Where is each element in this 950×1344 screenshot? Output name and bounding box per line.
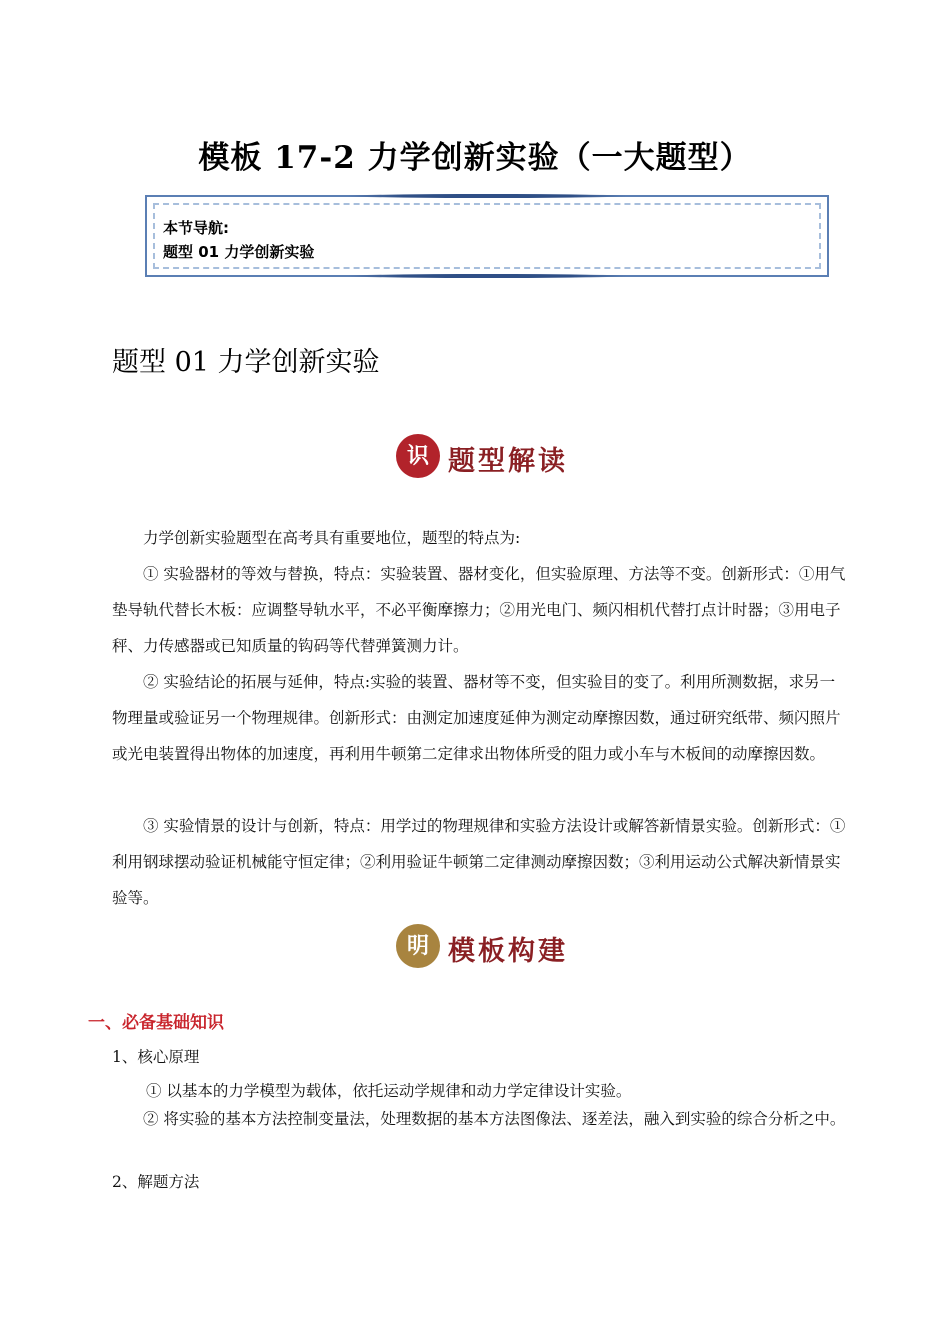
navigation-item: 题型 01 力学创新实验 [163, 243, 315, 261]
navigation-inner-frame [153, 203, 821, 269]
badge-seal-icon: 明 [396, 924, 440, 968]
paragraph-point-2: ② 实验结论的拓展与延伸，特点:实验的装置、器材等不变，但实验目的变了。利用所测数据，求另一物理量或验证另一个物理规律。创新形式：由测定加速度延伸为测定动摩擦因数，通过研究纸带、频闪照片或光电装置得出物体的加速度，再利用牛顿第二定律求出物体所受的阻力或小车与木板间的动摩擦因数。 [112, 673, 841, 763]
paragraph-point-3: ③ 实验情景的设计与创新，特点：用学过的物理规律和实验方法设计或解答新情景实验。创新形式：①利用钢球摆动验证机械能守恒定律；②利用验证牛顿第二定律测动摩擦因数；③利用运动公式解决新情景实验等。 [112, 817, 846, 907]
decorative-line [347, 274, 627, 278]
list-heading-core-principle: 1、核心原理 [112, 1048, 200, 1066]
intro-paragraph: 力学创新实验题型在高考具有重要地位，题型的特点为: [143, 529, 521, 547]
template-construction-badge [394, 922, 584, 972]
list-item: ① 以基本的力学模型为载体，依托运动学规律和动力学定律设计实验。 [146, 1082, 632, 1100]
subsection-heading: 一、必备基础知识 [88, 1013, 224, 1033]
section-heading: 题型 01 力学创新实验 [112, 347, 380, 378]
list-heading-solution-method: 2、解题方法 [112, 1173, 200, 1191]
document-title: 模板 17-2 力学创新实验（一大题型） [198, 140, 752, 176]
decorative-line [347, 194, 627, 198]
navigation-heading: 本节导航: [163, 219, 229, 237]
badge-label: 题型解读 [448, 446, 568, 477]
badge-seal-icon: 识 [396, 434, 440, 478]
badge-label: 模板构建 [448, 936, 568, 967]
paragraph-point-1: ① 实验器材的等效与替换，特点：实验装置、器材变化，但实验原理、方法等不变。创新形式：①用气垫导轨代替长木板：应调整导轨水平，不必平衡摩擦力；②用光电门、频闪相机代替打点计时器；③用电子秤、力传感器或已知质量的钩码等代替弹簧测力计。 [112, 565, 846, 655]
list-item: ② 将实验的基本方法控制变量法，处理数据的基本方法图像法、逐差法，融入到实验的综合分析之中。 [143, 1110, 846, 1128]
section-navigation-box [145, 195, 829, 277]
question-type-interpretation-badge [394, 432, 584, 482]
